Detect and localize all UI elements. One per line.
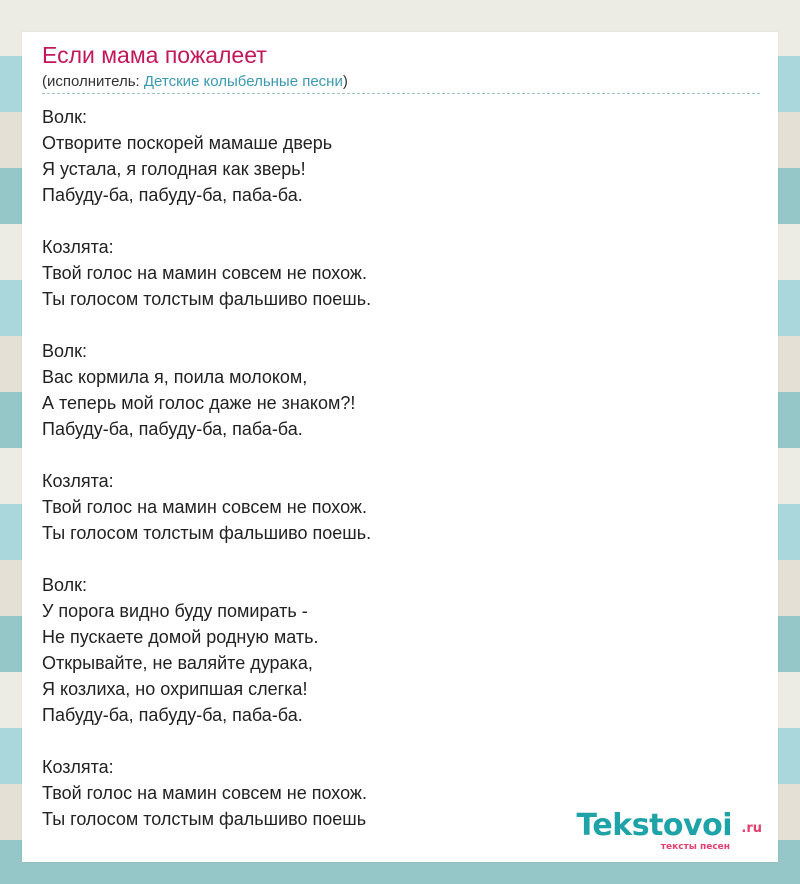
lyric-line: Козлята: (42, 757, 114, 777)
lyric-line: Козлята: (42, 471, 114, 491)
lyric-line: Козлята: (42, 237, 114, 257)
lyric-line: Волк: (42, 575, 87, 595)
logo-tagline: тексты песен (660, 842, 730, 852)
title-divider (42, 93, 760, 94)
stanza-break (42, 208, 371, 234)
stanza-break (42, 442, 371, 468)
lyric-line: Открывайте, не валяйте дурака, (42, 653, 313, 673)
lyric-line: Вас кормила я, поила молоком, (42, 367, 308, 387)
lyric-line: Твой голос на мамин совсем не похож. (42, 263, 367, 283)
lyrics-card (22, 32, 778, 862)
lyric-line: Я устала, я голодная как зверь! (42, 159, 306, 179)
lyric-line: Не пускаете домой родную мать. (42, 627, 319, 647)
lyric-line: Ты голосом толстым фальшиво поешь. (42, 289, 372, 309)
lyric-line: Пабуду-ба, пабуду-ба, паба-ба. (42, 419, 303, 439)
lyrics-text (42, 104, 371, 832)
lyric-line: Отворите поскорей мамаше дверь (42, 133, 333, 153)
lyric-line: Ты голосом толстым фальшиво поешь. (42, 523, 372, 543)
artist-line (42, 73, 348, 90)
lyric-line: У порога видно буду помирать - (42, 601, 308, 621)
artist-suffix: ) (342, 73, 348, 90)
lyric-line: Пабуду-ба, пабуду-ба, паба-ба. (42, 705, 303, 725)
stanza-break (42, 728, 371, 754)
logo-tld: .ru (741, 821, 762, 836)
artist-link[interactable]: Детские колыбельные песни (143, 73, 343, 90)
lyric-line: А теперь мой голос даже не знаком?! (42, 393, 356, 413)
lyric-line: Ты голосом толстым фальшиво поешь (42, 809, 367, 829)
site-logo[interactable] (560, 808, 770, 854)
artist-prefix: (исполнитель: (42, 73, 144, 90)
lyric-line: Волк: (42, 107, 87, 127)
stanza-break (42, 546, 371, 572)
lyric-line: Пабуду-ба, пабуду-ба, паба-ба. (42, 185, 303, 205)
stanza-break (42, 312, 371, 338)
logo-name: Tekstovoi (576, 808, 732, 843)
song-title: Если мама пожалеет (42, 42, 267, 68)
lyric-line: Твой голос на мамин совсем не похож. (42, 497, 367, 517)
lyric-line: Волк: (42, 341, 87, 361)
lyric-line: Я козлиха, но охрипшая слегка! (42, 679, 308, 699)
lyric-line: Твой голос на мамин совсем не похож. (42, 783, 367, 803)
